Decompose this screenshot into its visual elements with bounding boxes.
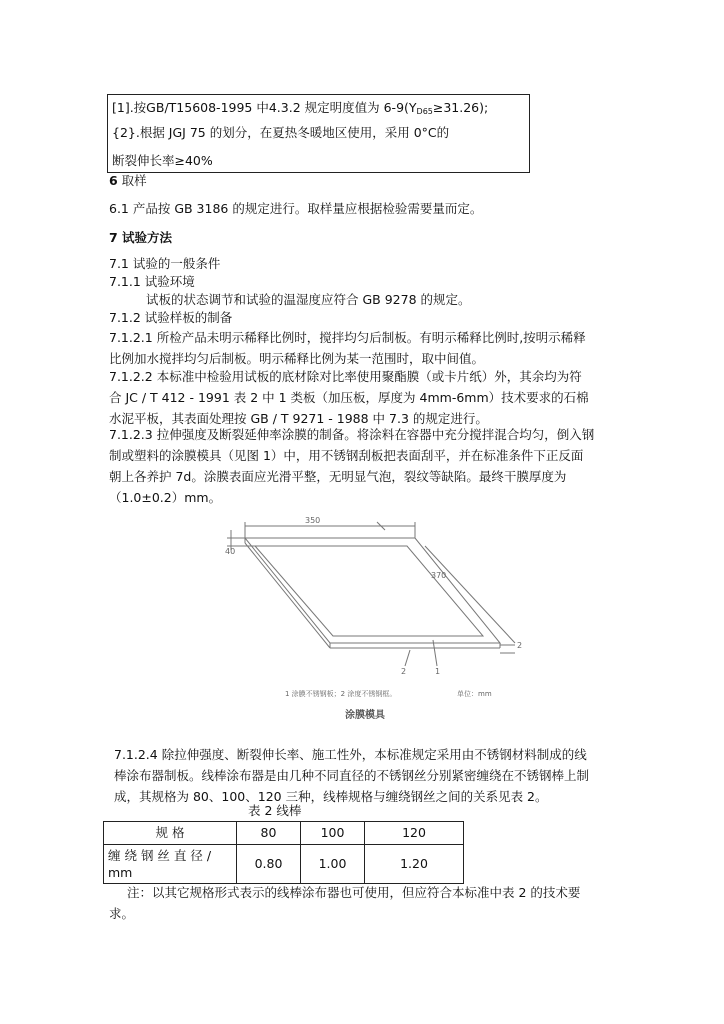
leader-line — [405, 650, 410, 666]
table-2 — [103, 821, 464, 884]
paragraph-line: 7.1.2.2 本标准中检验用试板的底材除对比率使用聚酯膜（或卡片纸）外，其余均为符 — [109, 369, 582, 384]
table-header-row — [104, 822, 464, 845]
paragraph-line: 制或塑料的涂膜模具（见图 1）中，用不锈钢刮板把表面刮平，并在标准条件下正反面 — [109, 448, 584, 463]
paragraph-7-1-2-1 — [109, 327, 603, 369]
callout-label-2a: 2 — [517, 641, 523, 650]
note-line-1 — [112, 99, 488, 121]
paragraph-line: 7.1.2.1 所检产品未明示稀释比例时，搅拌均匀后制板。有明示稀释比例时,按明示稀释 — [109, 330, 586, 345]
table-cell: 1.20 — [365, 845, 464, 884]
section-6-title: 取样 — [117, 173, 147, 188]
paragraph-7-1-2-4 — [114, 744, 603, 807]
paragraph-6-1: 6.1 产品按 GB 3186 的规定进行。取样量应根据检验需要量而定。 — [109, 201, 483, 216]
table-2-caption: 表 2 线棒 — [248, 803, 302, 818]
paragraph-line: 棒涂布器制板。线棒涂布器是由几种不同直径的不锈钢丝分别紧密缠绕在不锈钢棒上制 — [114, 768, 590, 783]
paragraph-line: 比例加水搅拌均匀后制板。明示稀释比例为某一范围时，取中间值。 — [109, 351, 485, 366]
notes-box — [107, 94, 530, 173]
table-cell: 0.80 — [237, 845, 301, 884]
paragraph-7-1-1: 试板的状态调节和试验的温湿度应符合 GB 9278 的规定。 — [146, 292, 471, 307]
heading-7-1-1: 7.1.1 试验环境 — [109, 274, 195, 289]
table-row-label-line: 缠 绕 钢 丝 直 径 / — [108, 848, 212, 863]
paragraph-line: 7.1.2.4 除拉伸强度、断裂伸长率、施工性外，本标准规定采用由不锈钢材料制成的线 — [114, 747, 587, 762]
note-line-1-tail: ≥31.26); — [432, 100, 489, 115]
paragraph-line: 7.1.2.3 拉伸强度及断裂延伸率涂膜的制备。将涂料在容器中充分搅拌混合均匀，倒入钢 — [109, 427, 595, 442]
note-line-1-subscript: D65 — [416, 107, 433, 116]
dimension-top-label: 350 — [305, 516, 321, 525]
table-header-cell: 规 格 — [104, 822, 237, 845]
note-line: 注：以其它规格形式表示的线棒涂布器也可使用，但应符合本标准中表 2 的技术要 — [127, 885, 581, 900]
figure-caption: 涂膜模具 — [345, 710, 385, 721]
callout-label-2b: 2 — [401, 667, 407, 676]
paragraph-7-1-2-2 — [109, 366, 603, 429]
callout-label-1: 1 — [435, 667, 441, 676]
table-row-label — [104, 845, 237, 884]
paragraph-line: （1.0±0.2）mm。 — [109, 490, 222, 505]
dimension-right-label: 370 — [431, 571, 447, 580]
section-6-heading — [109, 172, 147, 190]
heading-7-1-2: 7.1.2 试验样板的制备 — [109, 310, 233, 325]
mould-edge — [245, 543, 330, 648]
table-header-cell: 120 — [365, 822, 464, 845]
paragraph-line: 朝上各养护 7d。涂膜表面应光滑平整，无明显气泡，裂纹等缺陷。最终干膜厚度为 — [109, 469, 567, 484]
note-line: 求。 — [109, 906, 135, 921]
note-line-2: {2}.根据 JGJ 75 的划分，在夏热冬暖地区使用，采用 0°C的 — [112, 125, 450, 140]
figure-film-mould — [225, 508, 525, 728]
note-line-3: 断裂伸长率≥40% — [112, 153, 213, 168]
paragraph-line: 合 JC / T 412 - 1991 表 2 中 1 类板（加压板，厚度为 4mm-6mm）技术要求的石棉 — [109, 390, 589, 405]
table-cell: 1.00 — [301, 845, 365, 884]
leader-line — [433, 640, 437, 666]
figure-legend: 1 涂膜不锈钢板；2 涂度不锈钢框。 — [285, 690, 397, 698]
section-6-number: 6 — [109, 173, 118, 188]
paragraph-line: 成，其规格为 80、100、120 三种，线棒规格与缠绕钢丝之间的关系见表 2。 — [114, 789, 548, 804]
table-note — [109, 882, 603, 924]
table-header-cell: 80 — [237, 822, 301, 845]
heading-7-1: 7.1 试验的一般条件 — [109, 256, 221, 271]
section-7-heading: 7 试验方法 — [109, 230, 173, 245]
table-header-cell: 100 — [301, 822, 365, 845]
mould-inner-window — [255, 546, 483, 636]
paragraph-7-1-2-3 — [109, 424, 603, 508]
dimension-line-right — [425, 546, 515, 643]
paragraph-line: 水泥平板，其表面处理按 GB / T 9271 - 1988 中 7.3 的规定进行。 — [109, 411, 488, 426]
table-row — [104, 845, 464, 884]
dimension-left-label: 40 — [225, 547, 236, 556]
figure-unit: 单位：mm — [457, 690, 492, 698]
note-line-1-text: [1].按GB/T15608-1995 中4.3.2 规定明度值为 6-9(Y — [112, 100, 417, 115]
table-row-label-line: mm — [108, 865, 133, 880]
